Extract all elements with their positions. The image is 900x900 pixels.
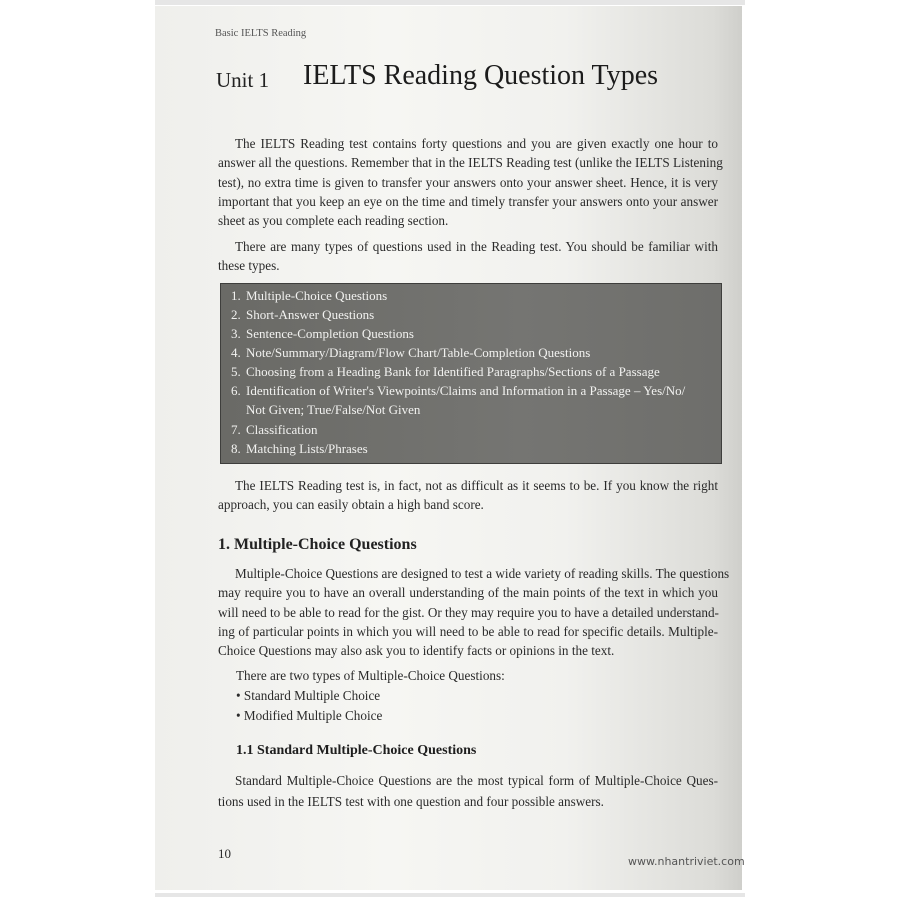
bullet-item: • Modified Multiple Choice: [236, 708, 383, 723]
question-type-item: 8. Matching Lists/Phrases: [231, 441, 368, 456]
section11-paragraph: [218, 770, 718, 812]
text-line: Multiple-Choice Questions are designed to test a wide variety of reading skills. The questions: [235, 566, 730, 581]
page-number: 10: [218, 846, 231, 861]
section1-paragraph: [218, 564, 730, 660]
text-line: important that you keep an eye on the time and timely transfer your answers onto your answer: [218, 193, 718, 209]
question-type-item: 1. Multiple-Choice Questions: [231, 288, 388, 303]
question-type-item-continuation: Not Given; True/False/Not Given: [246, 402, 421, 417]
question-type-item: 5. Choosing from a Heading Bank for Identified Paragraphs/Sections of a Passage: [231, 364, 660, 379]
running-head: Basic IELTS Reading: [215, 28, 307, 39]
text-line: approach, you can easily obtain a high band score.: [218, 497, 484, 513]
text-line: may require you to have an overall understanding of the main points of the text in which you: [218, 585, 718, 601]
text-line: Standard Multiple-Choice Questions are the most typical form of Multiple-Choice Ques-: [235, 773, 718, 788]
question-type-item: 7. Classification: [231, 422, 318, 437]
text-line: answer all the questions. Remember that in the IELTS Reading test (unlike the IELTS Listening: [218, 155, 723, 171]
text-line: tions used in the IELTS test with one question and four possible answers.: [218, 794, 604, 809]
approach-paragraph: [218, 476, 718, 515]
text-line: There are many types of questions used in the Reading test. You should be familiar with: [235, 239, 718, 254]
text-line: ing of particular points in which you will need to be able to read for specific details. Multiple-: [218, 623, 718, 639]
question-type-item: 2. Short-Answer Questions: [231, 307, 375, 322]
text-line: The IELTS Reading test contains forty questions and you are given exactly one hour to: [235, 136, 718, 151]
question-type-item: 6. Identification of Writer's Viewpoints/Claims and Information in a Passage – Yes/No/: [231, 383, 686, 398]
question-type-item: 3. Sentence-Completion Questions: [231, 326, 414, 341]
section-heading: 1. Multiple-Choice Questions: [218, 536, 417, 553]
scan-edge-bottom: [155, 893, 745, 897]
text-line: The IELTS Reading test is, in fact, not as difficult as it seems to be. If you know the right: [235, 478, 718, 493]
text-line: test), no extra time is given to transfer your answers onto your answer sheet. Hence, it is very: [218, 174, 718, 190]
unit-label: Unit 1: [216, 68, 270, 92]
publisher-website: www.nhantriviet.com: [628, 855, 745, 868]
text-line: will need to be able to read for the gist. Or they may require you to have a detailed understand-: [218, 604, 719, 620]
question-types-box: [220, 283, 722, 464]
text-line: these types.: [218, 258, 280, 274]
page-title: IELTS Reading Question Types: [303, 60, 659, 91]
intro-paragraph: [218, 134, 723, 230]
scan-edge-top: [155, 0, 745, 5]
text-line: sheet as you complete each reading section.: [218, 213, 449, 229]
two-types-intro: There are two types of Multiple-Choice Questions:: [236, 668, 505, 683]
question-type-item: 4. Note/Summary/Diagram/Flow Chart/Table-Completion Questions: [231, 345, 591, 360]
types-paragraph: [218, 237, 718, 276]
subsection-heading: 1.1 Standard Multiple-Choice Questions: [236, 743, 477, 758]
bullet-item: • Standard Multiple Choice: [236, 688, 381, 703]
text-line: Choice Questions may also ask you to identify facts or opinions in the text.: [218, 643, 615, 659]
